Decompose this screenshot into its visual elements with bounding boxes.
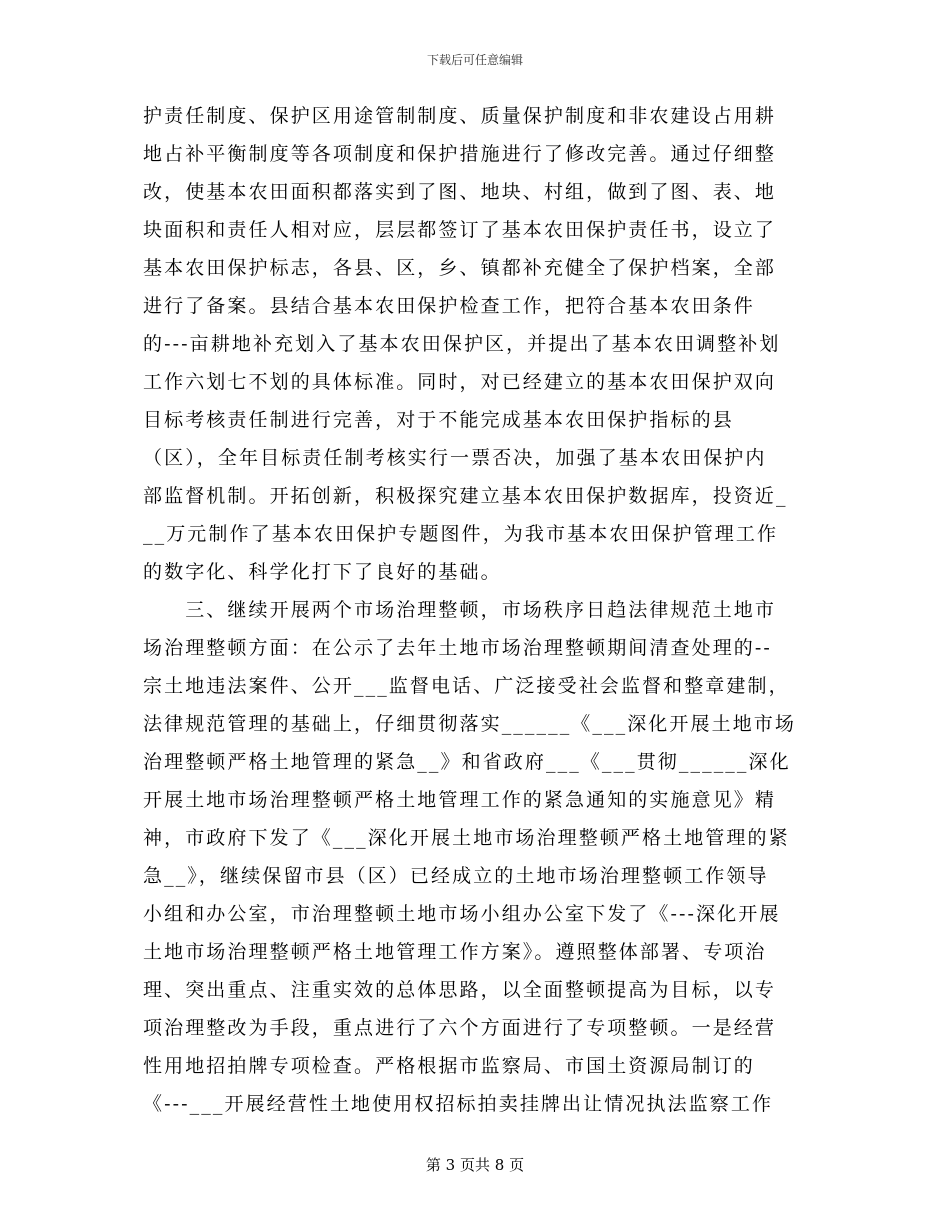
page-header: 下载后可任意编辑: [426, 53, 523, 67]
text-line: 开展土地市场治理整顿严格土地管理工作的紧急通知的实施意见》精: [143, 789, 777, 811]
text-line: 场治理整顿方面：在公示了去年土地市场治理整顿期间清查处理的--: [143, 637, 772, 659]
text-line: 三、继续开展两个市场治理整顿，市场秩序日趋法律规范土地市: [143, 599, 777, 621]
text-line: 宗土地违法案件、公开___监督电话、广泛接受社会监督和整章建制，: [143, 675, 790, 697]
text-line: 的数字化、科学化打下了良好的基础。: [143, 561, 502, 583]
page-number: 第 3 页共 8 页: [425, 1156, 525, 1174]
document-body: [143, 97, 805, 1123]
text-line: 改，使基本农田面积都落实到了图、地块、村组，做到了图、表、地: [143, 181, 777, 203]
text-line: 《---___开展经营性土地使用权招标拍卖挂牌出让情况执法监察工作: [143, 1093, 774, 1115]
text-line: 土地市场治理整顿严格土地管理工作方案》。遵照整体部署、专项治: [143, 941, 767, 963]
text-line: 块面积和责任人相对应，层层都签订了基本农田保护责任书，设立了: [143, 219, 777, 241]
text-line: （区），全年目标责任制考核实行一票否决，加强了基本农田保护内: [143, 447, 767, 469]
text-line: 神，市政府下发了《___深化开展土地市场治理整顿严格土地管理的紧: [143, 827, 790, 849]
text-line: 进行了备案。县结合基本农田保护检查工作，把符合基本农田条件: [143, 295, 755, 317]
text-line: 性用地招拍牌专项检查。严格根据市监察局、市国土资源局制订的: [143, 1055, 755, 1077]
text-line: 部监督机制。开拓创新，积极探究建立基本农田保护数据库，投资近_: [143, 485, 788, 507]
text-line: 理、突出重点、注重实效的总体思路，以全面整顿提高为目标，以专: [143, 979, 777, 1001]
text-line: 的---亩耕地补充划入了基本农田保护区，并提出了基本农田调整补划: [143, 333, 781, 355]
text-line: 小组和办公室，市治理整顿土地市场小组办公室下发了《---深化开展: [143, 903, 781, 925]
text-line: 基本农田保护标志，各县、区，乡、镇都补充健全了保护档案，全部: [143, 257, 777, 279]
text-line: 法律规范管理的基础上，仔细贯彻落实______《___深化开展土地市场: [143, 713, 797, 735]
text-line: 目标考核责任制进行完善，对于不能完成基本农田保护指标的县: [143, 409, 734, 431]
text-line: 项治理整改为手段，重点进行了六个方面进行了专项整顿。一是经营: [143, 1017, 777, 1039]
text-line: 地占补平衡制度等各项制度和保护措施进行了修改完善。通过仔细整: [143, 143, 777, 165]
text-line: 治理整顿严格土地管理的紧急__》和省政府___《___贯彻______深化: [143, 751, 791, 773]
text-line: 护责任制度、保护区用途管制制度、质量保护制度和非农建设占用耕: [143, 105, 777, 127]
text-line: 工作六划七不划的具体标准。同时，对已经建立的基本农田保护双向: [143, 371, 777, 393]
text-line: 急__》，继续保留市县（区）已经成立的土地市场治理整顿工作领导: [143, 865, 769, 887]
text-line: __万元制作了基本农田保护专题图件，为我市基本农田保护管理工作: [143, 523, 779, 545]
